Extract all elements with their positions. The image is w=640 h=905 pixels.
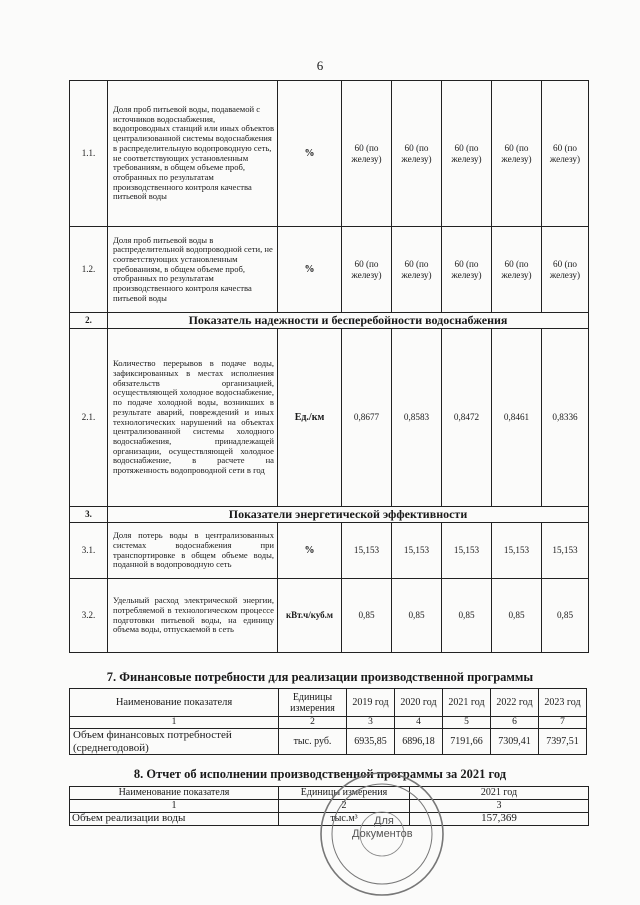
unit-cell: %: [278, 81, 342, 227]
section-number: 3.: [70, 507, 108, 523]
value-cell: 60 (по железу): [342, 81, 392, 227]
value-cell: 60 (по железу): [542, 227, 589, 313]
section-header-row: [70, 507, 589, 523]
section-header-row: [70, 313, 589, 329]
indicator-row: [70, 227, 589, 313]
value-cell: 60 (по железу): [442, 227, 492, 313]
value-cell: 15,153: [392, 523, 442, 579]
finance-heading: 7. Финансовые потребности для реализации производственной программы: [106, 670, 534, 684]
value-cell: 7191,66: [443, 729, 491, 755]
value-cell: 0,85: [392, 579, 442, 653]
header-name: Наименование показателя: [70, 787, 279, 800]
value-cell: 7309,41: [491, 729, 539, 755]
header-year: 2023 год: [539, 689, 587, 717]
row-unit: тыс.м³: [279, 813, 410, 826]
value-cell: 15,153: [542, 523, 589, 579]
finance-table: [69, 688, 587, 755]
row-number: 1.2.: [70, 227, 108, 313]
indicator-row: [70, 81, 589, 227]
stamp-text: Документов: [352, 828, 413, 840]
column-index: 2: [279, 800, 410, 813]
unit-cell: %: [278, 227, 342, 313]
header-year: 2021 год: [443, 689, 491, 717]
row-unit: тыс. руб.: [279, 729, 347, 755]
value-cell: 157,369: [410, 813, 589, 826]
column-index: 5: [443, 717, 491, 729]
unit-cell: Ед./км: [278, 329, 342, 507]
header-year: 2022 год: [491, 689, 539, 717]
value-cell: 0,85: [542, 579, 589, 653]
header-year: 2021 год: [410, 787, 589, 800]
row-number: 1.1.: [70, 81, 108, 227]
value-cell: 60 (по железу): [392, 81, 442, 227]
row-number: 3.2.: [70, 579, 108, 653]
value-cell: 0,8336: [542, 329, 589, 507]
column-index: 6: [491, 717, 539, 729]
page-number: 6: [316, 58, 324, 73]
value-cell: 0,8677: [342, 329, 392, 507]
value-cell: 0,8472: [442, 329, 492, 507]
header-unit: Единицы измерения: [279, 689, 347, 717]
column-index: 2: [279, 717, 347, 729]
column-index: 1: [70, 800, 279, 813]
unit-cell: кВт.ч/куб.м: [278, 579, 342, 653]
value-cell: 60 (по железу): [492, 227, 542, 313]
value-cell: 0,85: [492, 579, 542, 653]
column-index: 1: [70, 717, 279, 729]
value-cell: 0,8583: [392, 329, 442, 507]
value-cell: 60 (по железу): [442, 81, 492, 227]
column-index: 3: [347, 717, 395, 729]
value-cell: 7397,51: [539, 729, 587, 755]
indicator-row: [70, 329, 589, 507]
value-cell: 60 (по железу): [542, 81, 589, 227]
section-title: Показатели энергетической эффективности: [108, 507, 589, 523]
value-cell: 60 (по железу): [492, 81, 542, 227]
indicator-row: [70, 523, 589, 579]
value-cell: 0,85: [342, 579, 392, 653]
value-cell: 15,153: [442, 523, 492, 579]
row-name: Объем реализации воды: [70, 813, 279, 826]
report-heading: 8. Отчет об исполнении производственной программы за 2021 год: [133, 767, 507, 781]
header-name: Наименование показателя: [70, 689, 279, 717]
header-unit: Единицы измерения: [279, 787, 410, 800]
row-name: Объем финансовых потребностей (среднегодовой): [70, 729, 279, 755]
indicators-table: [69, 80, 589, 653]
value-cell: 15,153: [342, 523, 392, 579]
header-year: 2020 год: [395, 689, 443, 717]
section-number: 2.: [70, 313, 108, 329]
header-year: 2019 год: [347, 689, 395, 717]
column-index: 4: [395, 717, 443, 729]
section-title: Показатель надежности и бесперебойности водоснабжения: [108, 313, 589, 329]
row-number: 2.1.: [70, 329, 108, 507]
indicator-description: Доля проб питьевой воды, подаваемой с источников водоснабжения, водопроводных станций или иных объектов централизованной системы водоснабжения в распределительную водопроводную сеть, не соответствующих установленным требованиям, в общем объеме проб, отобранных по результатам производственного контроля качества питьевой воды: [108, 81, 278, 227]
stamp-text: Для: [374, 815, 394, 827]
value-cell: 60 (по железу): [392, 227, 442, 313]
column-index: 3: [410, 800, 589, 813]
unit-cell: %: [278, 523, 342, 579]
value-cell: 6935,85: [347, 729, 395, 755]
column-index: 7: [539, 717, 587, 729]
table-header-row: [70, 689, 587, 717]
row-number: 3.1.: [70, 523, 108, 579]
indicator-description: Количество перерывов в подаче воды, зафиксированных в местах исполнения обязательств организацией, осуществляющей холодное водоснабжение, по подаче холодной воды, возникших в результате аварий, повреждений и иных технологических нарушений на объектах централизованной системы холодного водоснабжения, принадлежащей организации, осуществляющей холодное водоснабжение, в расчете на протяженность водопроводной сети в год: [108, 329, 278, 507]
column-index-row: [70, 717, 587, 729]
value-cell: 6896,18: [395, 729, 443, 755]
table-row: [70, 729, 587, 755]
value-cell: 0,8461: [492, 329, 542, 507]
indicator-description: Удельный расход электрической энергии, потребляемой в технологическом процессе подготовки питьевой воды, на единицу объема воды, отпускаемой в сеть: [108, 579, 278, 653]
value-cell: 60 (по железу): [342, 227, 392, 313]
indicator-description: Доля потерь воды в централизованных системах водоснабжения при транспортировке в общем объеме воды, поданной в водопроводную сеть: [108, 523, 278, 579]
value-cell: 0,85: [442, 579, 492, 653]
value-cell: 15,153: [492, 523, 542, 579]
indicator-description: Доля проб питьевой воды в распределительной водопроводной сети, не соответствующих установленным требованиям, в общем объеме проб, отобранных по результатам производственного контроля качества питьевой воды: [108, 227, 278, 313]
indicator-row: [70, 579, 589, 653]
